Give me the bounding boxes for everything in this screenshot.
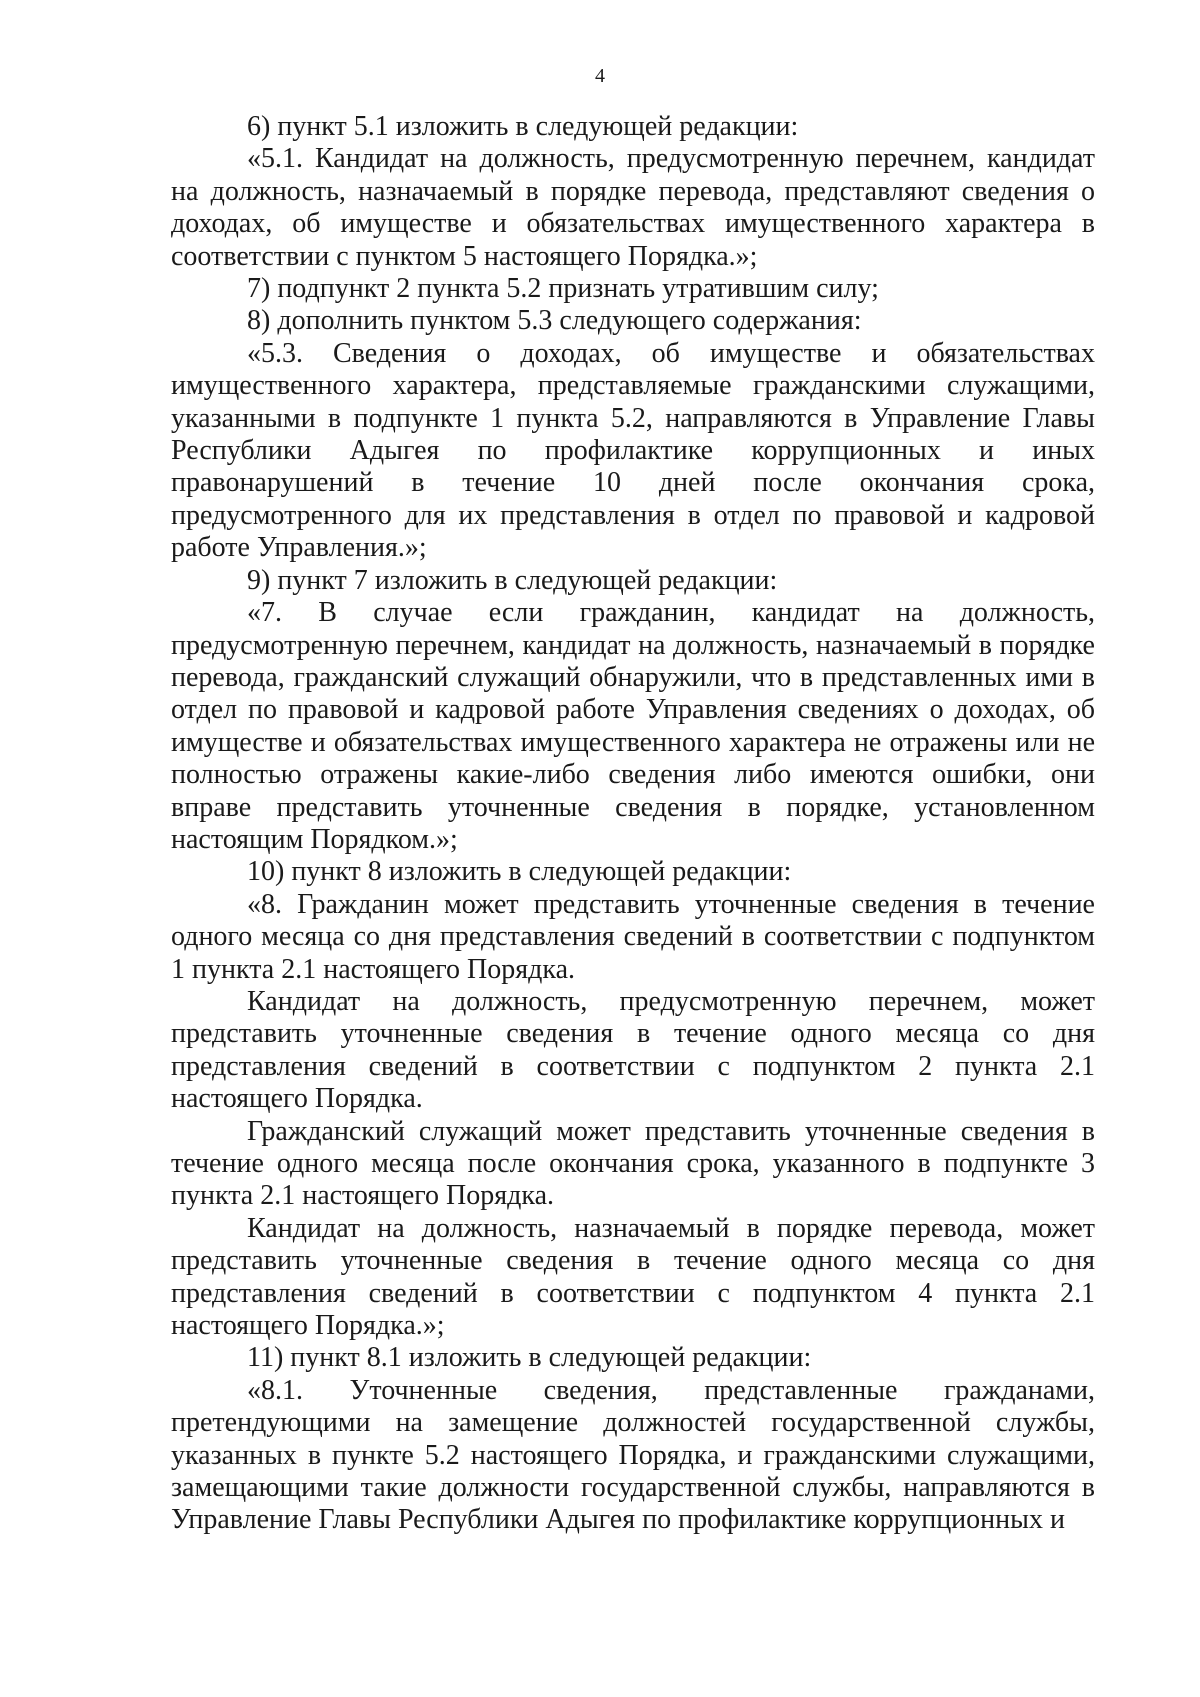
paragraph-quote-7: «7. В случае если гражданин, кандидат на должность, предусмотренную перечнем, кандидат на должность, назначаемый в порядке перевода, гражданский служащий обнаружили, что в представленных ими в отдел по правовой и кадровой работе Управления сведениях о доходах, об имуществе и обязательствах имущественного характера не отражены или не полностью отражены какие-либо сведения либо имеются ошибки, они вправе представить уточненные сведения в порядке, установленном настоящим Порядком.»; xyxy=(171,597,1095,855)
paragraph-item-11: 11) пункт 8.1 изложить в следующей редакции: xyxy=(247,1342,812,1374)
paragraph-item-10: 10) пункт 8 изложить в следующей редакции: xyxy=(247,856,792,888)
paragraph-item-9: 9) пункт 7 изложить в следующей редакции: xyxy=(247,564,778,596)
paragraph-quote-8-transfer: Кандидат на должность, назначаемый в порядке перевода, может представить уточненные сведения в течение одного месяца со дня представления сведений в соответствии с подпунктом 4 пункта 2.1 настоящего Порядка.»; xyxy=(171,1212,1095,1342)
paragraph-item-7: 7) подпункт 2 пункта 5.2 признать утратившим силу; xyxy=(247,273,879,305)
paragraph-item-6: 6) пункт 5.1 изложить в следующей редакции: xyxy=(247,111,799,142)
paragraph-quote-8-citizen: «8. Гражданин может представить уточненные сведения в течение одного месяца со дня представления сведений в соответствии с подпунктом 1 пункта 2.1 настоящего Порядка. xyxy=(171,888,1095,985)
page-number: 4 xyxy=(595,65,605,87)
document-body xyxy=(171,111,1095,1537)
paragraph-quote-8-civil-servant: Гражданский служащий может представить уточненные сведения в течение одного месяца после окончания срока, указанного в подпункте 3 пункта 2.1 настоящего Порядка. xyxy=(171,1115,1095,1212)
paragraph-quote-8-candidate: Кандидат на должность, предусмотренную перечнем, может представить уточненные сведения в течение одного месяца со дня представления сведений в соответствии с подпунктом 2 пункта 2.1 настоящего Порядка. xyxy=(171,985,1095,1115)
paragraph-item-8: 8) дополнить пунктом 5.3 следующего содержания: xyxy=(247,305,862,337)
paragraph-quote-5-3: «5.3. Сведения о доходах, об имуществе и обязательствах имущественного характера, представляемые гражданскими служащими, указанными в подпункте 1 пункта 5.2, направляются в Управление Главы Республики Адыгея по профилактике коррупционных и иных правонарушений в течение 10 дней после окончания срока, предусмотренного для их представления в отдел по правовой и кадровой работе Управления.»; xyxy=(171,337,1095,564)
paragraph-quote-5-1: «5.1. Кандидат на должность, предусмотренную перечнем, кандидат на должность, назначаемый в порядке перевода, представляют сведения о доходах, об имуществе и обязательствах имущественного характера в соответствии с пунктом 5 настоящего Порядка.»; xyxy=(171,143,1095,272)
paragraph-quote-8-1: «8.1. Уточненные сведения, представленные гражданами, претендующими на замещение должностей государственной службы, указанных в пункте 5.2 настоящего Порядка, и гражданскими служащими, замещающими такие должности государственной службы, направляются в Управление Главы Республики Адыгея по профилактике коррупционных и xyxy=(171,1374,1095,1536)
